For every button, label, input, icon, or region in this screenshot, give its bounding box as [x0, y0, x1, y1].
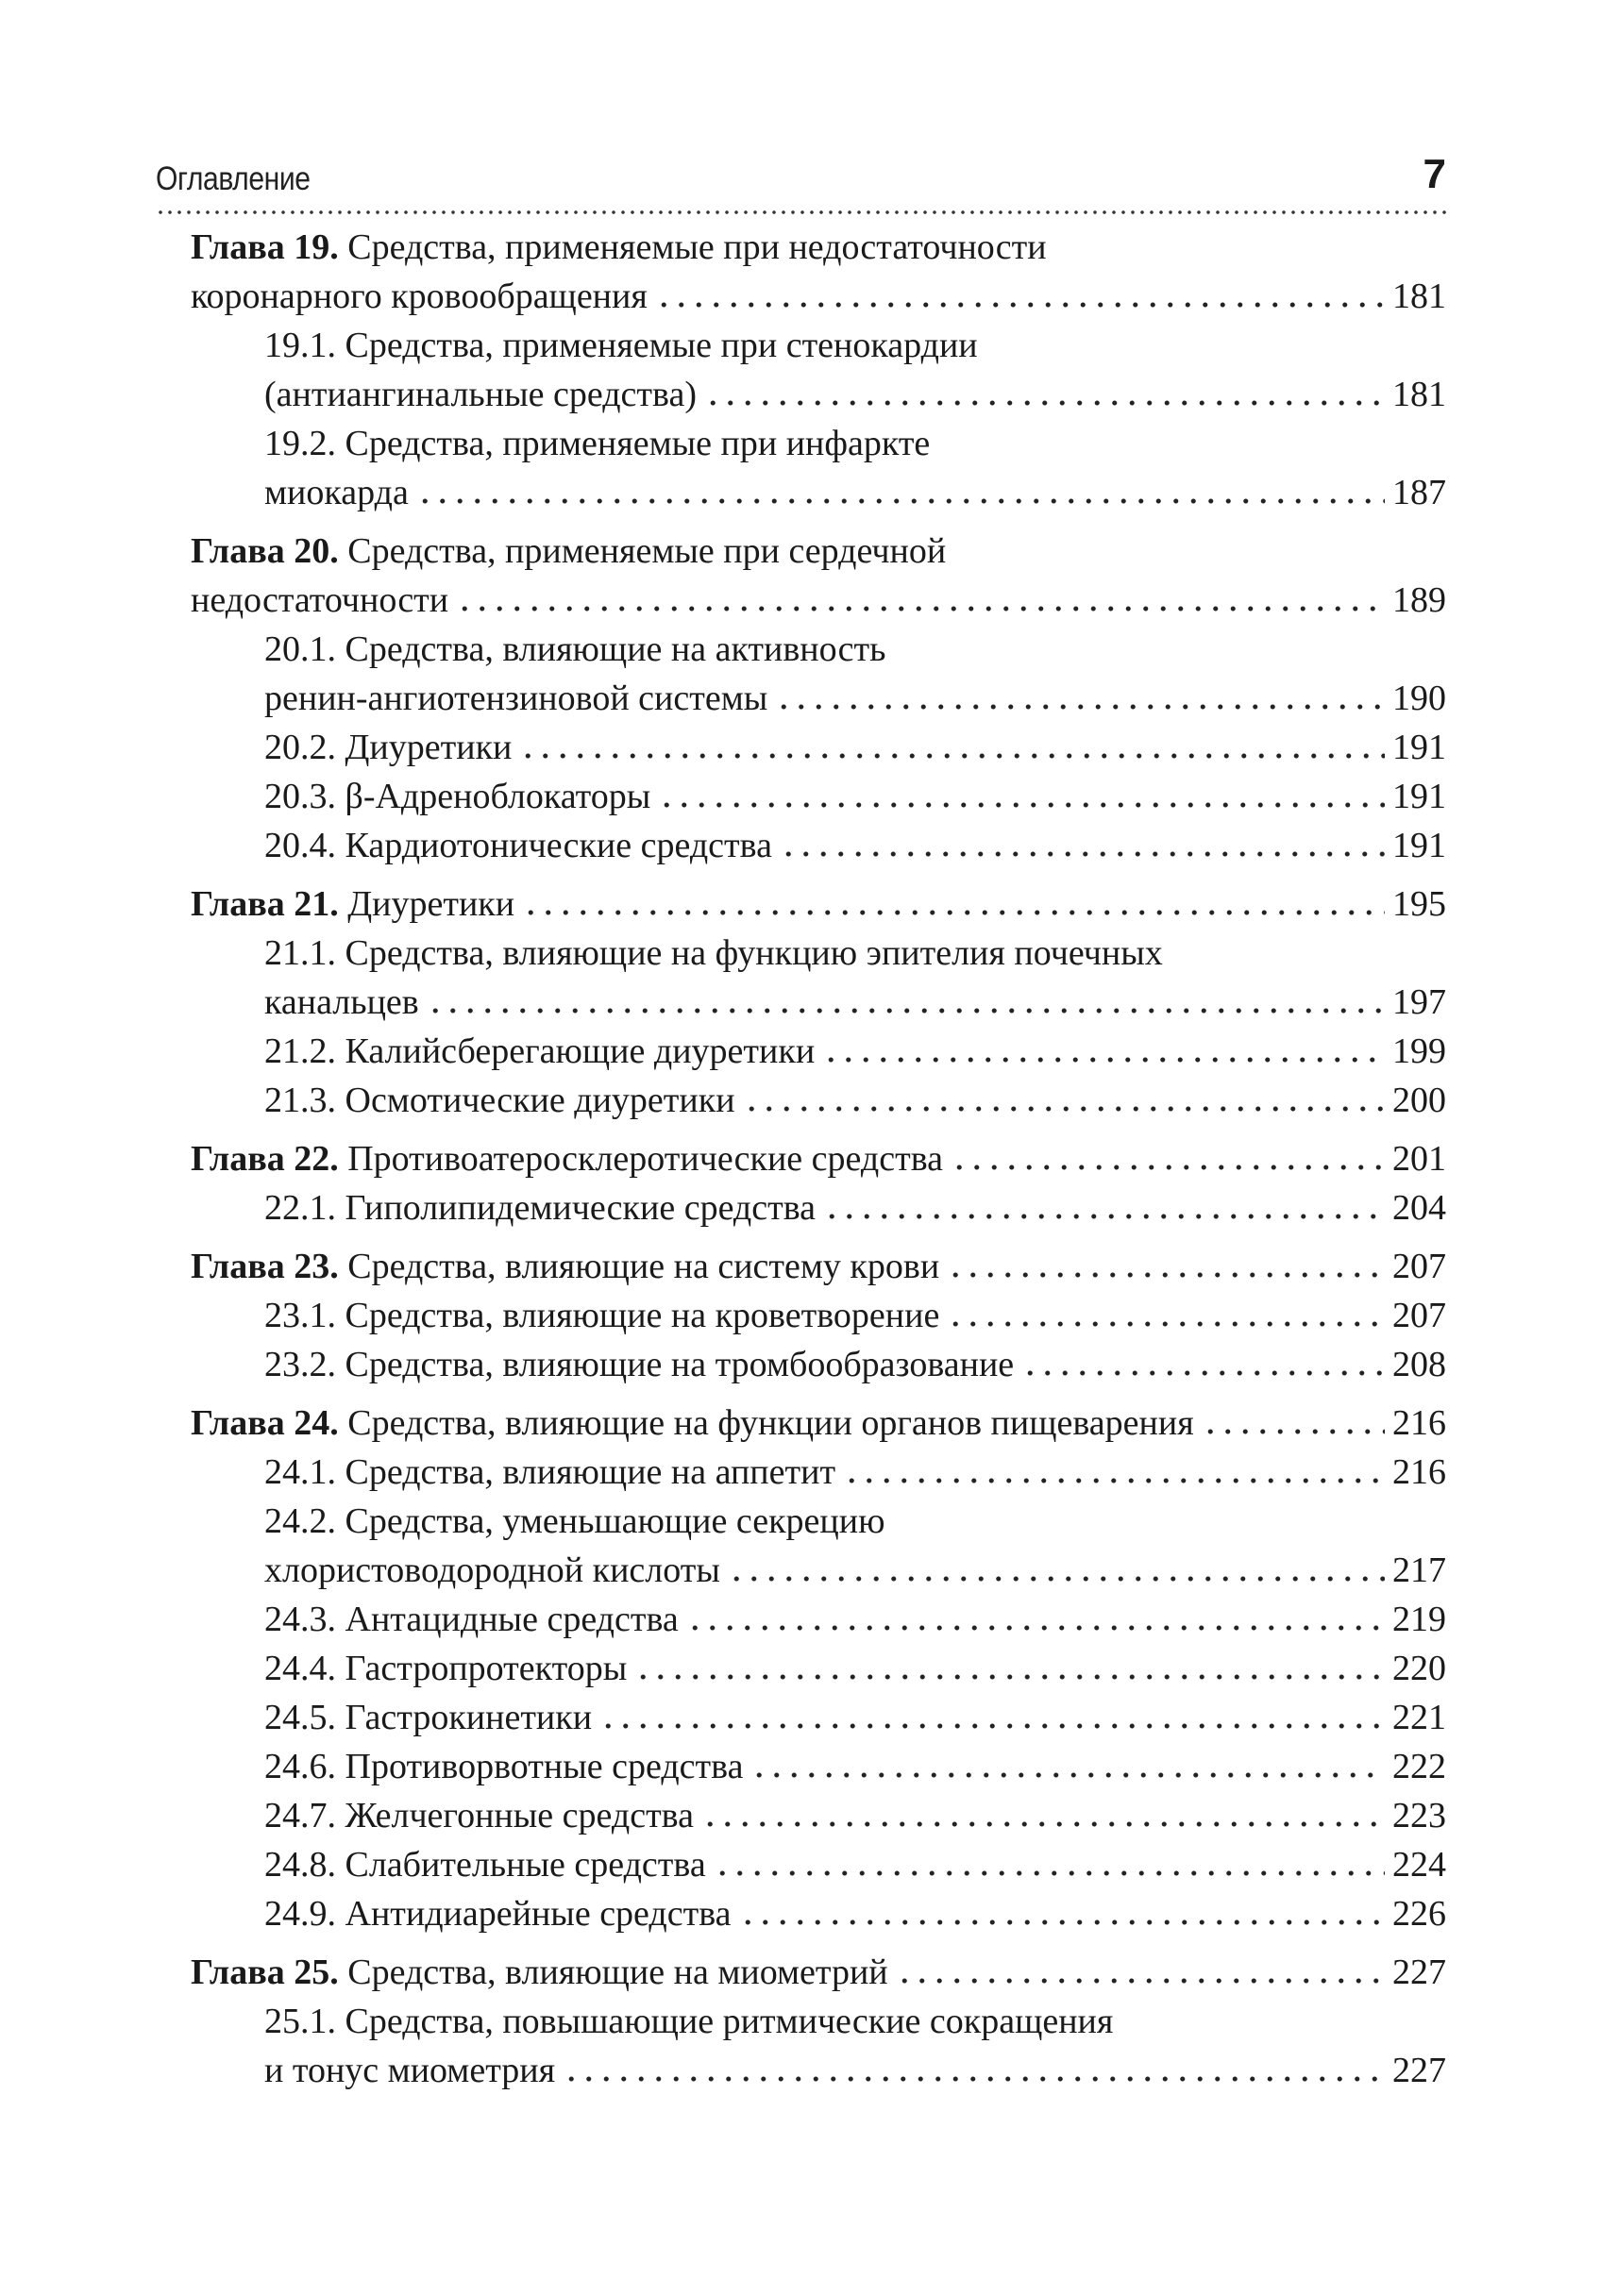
toc-entry-text: [191, 223, 1047, 272]
entry-title: 21.3. Осмотические диуретики: [264, 1081, 735, 1120]
toc-page-number: 221: [1392, 1698, 1446, 1737]
toc-chapter-line[interactable]: [191, 223, 1446, 272]
entry-title: Средства, влияющие на систему крови: [347, 1247, 940, 1286]
toc-section-line[interactable]: [264, 1291, 1446, 1340]
toc-section-line[interactable]: [264, 772, 1446, 821]
toc-page-number: 204: [1392, 1188, 1446, 1228]
toc-entry-text: [191, 1134, 943, 1183]
entry-title: 24.4. Гастропротекторы: [264, 1649, 628, 1688]
toc-entry-text: [264, 723, 512, 772]
entry-title: Диуретики: [347, 884, 515, 924]
dot-leader: [947, 1270, 1385, 1280]
running-header: [156, 153, 1446, 209]
toc-page-number: 207: [1392, 1296, 1446, 1335]
toc-chapter-line[interactable]: [191, 1948, 1446, 1997]
entry-title: Противоатеросклеротические средства: [347, 1139, 944, 1179]
toc-page-number: 216: [1392, 1452, 1446, 1492]
toc-entry-text: [191, 527, 946, 576]
toc-page-number: 200: [1392, 1081, 1446, 1120]
dot-leader: [655, 300, 1385, 310]
toc-chapter-line[interactable]: [191, 1399, 1446, 1448]
dot-leader: [634, 1672, 1385, 1682]
toc-section-line[interactable]: [264, 1840, 1446, 1889]
dot-leader: [843, 1476, 1385, 1485]
toc-page-number: 191: [1392, 826, 1446, 865]
chapter-label: Глава 24.: [191, 1403, 339, 1443]
entry-title: 24.5. Гастрокинетики: [264, 1698, 593, 1737]
toc-page-number: 195: [1392, 884, 1446, 924]
dot-leader: [563, 2074, 1385, 2084]
toc-section-line[interactable]: [264, 1448, 1446, 1497]
toc-page-number: 216: [1392, 1403, 1446, 1443]
entry-title: 25.1. Средства, повышающие ритмические сокращения: [264, 2002, 1114, 2041]
dot-leader: [1202, 1427, 1385, 1436]
toc-entry-text: [191, 1242, 939, 1291]
entry-title: 24.8. Слабительные средства: [264, 1845, 706, 1885]
toc-entry-text: [264, 1997, 1113, 2046]
dot-leader: [739, 1918, 1385, 1927]
toc-entry-text: [264, 978, 419, 1027]
dot-leader: [951, 1163, 1385, 1172]
entry-title: 23.2. Средства, влияющие на тромбообразование: [264, 1345, 1015, 1384]
toc-entry-text: [264, 1693, 592, 1742]
toc-entry-text: [264, 1076, 735, 1125]
toc-section-line[interactable]: [264, 468, 1446, 517]
toc-section-line[interactable]: [264, 1997, 1446, 2046]
toc-entry-text: [264, 929, 1163, 978]
toc-entry-text: [264, 2046, 555, 2095]
entry-title: Средства, применяемые при недостаточности: [347, 227, 1047, 267]
entry-title: 20.3. β-Адреноблокаторы: [264, 777, 651, 816]
page-number: 7: [1423, 151, 1446, 197]
toc-section-line[interactable]: [264, 321, 1446, 370]
toc-section-line[interactable]: [264, 370, 1446, 419]
toc-entry-text: [264, 625, 885, 674]
dot-leader: [822, 1055, 1385, 1064]
toc-section-line[interactable]: [264, 1027, 1446, 1076]
chapter-label: Глава 22.: [191, 1139, 339, 1179]
entry-title: Средства, применяемые при сердечной: [347, 531, 947, 571]
toc-section-line[interactable]: [264, 1742, 1446, 1791]
toc-section-line[interactable]: [264, 1183, 1446, 1232]
toc-chapter-line[interactable]: [191, 576, 1446, 625]
toc-page-number: 189: [1392, 580, 1446, 620]
entry-title: 20.2. Диуретики: [264, 728, 513, 767]
toc-page-number: 219: [1392, 1600, 1446, 1639]
toc-section-line[interactable]: [264, 1340, 1446, 1389]
toc-entry-text: [264, 1595, 679, 1644]
chapter-label: Глава 19.: [191, 227, 339, 267]
header-dotted-rule: [156, 209, 1446, 215]
dot-leader: [456, 604, 1385, 613]
toc-section-line[interactable]: [264, 1497, 1446, 1546]
toc-section-line[interactable]: [264, 1791, 1446, 1840]
toc-page-number: 220: [1392, 1649, 1446, 1688]
toc-entry-text: [191, 880, 514, 929]
toc-entry-text: [264, 1742, 743, 1791]
dot-leader: [896, 1976, 1385, 1986]
entry-title: 24.6. Противорвотные средства: [264, 1747, 744, 1786]
toc-page-number: 181: [1392, 277, 1446, 316]
toc-section-line[interactable]: [264, 978, 1446, 1027]
dot-leader: [1021, 1368, 1385, 1378]
dot-leader: [780, 849, 1385, 859]
entry-title: 21.2. Калийсберегающие диуретики: [264, 1031, 816, 1071]
dot-leader: [522, 908, 1385, 917]
toc-entry-text: [264, 370, 697, 419]
toc-entry-text: [264, 821, 772, 870]
dot-leader: [704, 398, 1385, 408]
toc-section-line[interactable]: [264, 929, 1446, 978]
toc-chapter-line[interactable]: [191, 880, 1446, 929]
toc-page-number: 227: [1392, 1952, 1446, 1992]
toc-page-number: 191: [1392, 728, 1446, 767]
entry-title: 24.3. Антацидные средства: [264, 1600, 679, 1639]
dot-leader: [728, 1574, 1385, 1584]
entry-title: хлористоводородной кислоты: [264, 1550, 720, 1590]
toc-entry-text: [264, 1183, 816, 1232]
dot-leader: [750, 1770, 1385, 1780]
toc-chapter-line[interactable]: [191, 527, 1446, 576]
dot-leader: [599, 1721, 1385, 1731]
toc-page-number: 223: [1392, 1796, 1446, 1835]
entry-title: Средства, влияющие на функции органов пищеварения: [347, 1403, 1194, 1443]
entry-title: и тонус миометрия: [264, 2051, 556, 2090]
entry-title: ренин-ангиотензиновой системы: [264, 679, 768, 718]
toc-section-line[interactable]: [264, 821, 1446, 870]
entry-title: (антиангинальные средства): [264, 375, 697, 414]
toc-section-line[interactable]: [264, 674, 1446, 723]
chapter-label: Глава 21.: [191, 884, 339, 924]
toc-entry-text: [264, 1340, 1014, 1389]
toc-section-line[interactable]: [264, 1644, 1446, 1693]
dot-leader: [701, 1819, 1385, 1829]
entry-title: 24.2. Средства, уменьшающие секрецию: [264, 1501, 885, 1541]
toc-entry-text: [191, 272, 648, 321]
entry-title: миокарда: [264, 473, 409, 512]
toc-section-line[interactable]: [264, 723, 1446, 772]
toc-entry-text: [264, 772, 650, 821]
toc-page-number: 190: [1392, 679, 1446, 718]
toc-entry-text: [264, 1497, 884, 1546]
toc-entry-text: [264, 1448, 835, 1497]
toc-section-line[interactable]: [264, 2046, 1446, 2095]
toc-chapter-line[interactable]: [191, 1242, 1446, 1291]
toc-section-line[interactable]: [264, 1889, 1446, 1938]
toc-entry-text: [191, 1948, 888, 1997]
toc-entry-text: [264, 1027, 815, 1076]
toc-page-number: 208: [1392, 1345, 1446, 1384]
toc-entry-text: [264, 419, 930, 468]
entry-title: недостаточности: [191, 580, 449, 620]
toc-page-number: 197: [1392, 982, 1446, 1022]
entry-title: коронарного кровообращения: [191, 277, 648, 316]
toc-section-line[interactable]: [264, 1595, 1446, 1644]
dot-leader: [658, 800, 1385, 810]
entry-title: 19.1. Средства, применяемые при стенокардии: [264, 326, 978, 365]
running-head-title: Оглавление: [156, 160, 311, 197]
chapter-label: Глава 23.: [191, 1247, 339, 1286]
entry-title: 23.1. Средства, влияющие на кроветворение: [264, 1296, 940, 1335]
toc-page-number: 226: [1392, 1894, 1446, 1934]
toc-page-number: 181: [1392, 375, 1446, 414]
toc-page-number: 199: [1392, 1031, 1446, 1071]
toc-section-line[interactable]: [264, 1693, 1446, 1742]
toc-entry-text: [264, 1791, 694, 1840]
entry-title: 20.1. Средства, влияющие на активность: [264, 629, 886, 669]
toc-entry-text: [264, 674, 767, 723]
dot-leader: [519, 751, 1385, 761]
toc-page-number: 222: [1392, 1747, 1446, 1786]
toc-chapter-line[interactable]: [191, 272, 1446, 321]
toc-page-number: 217: [1392, 1550, 1446, 1590]
entry-title: 24.9. Антидиарейные средства: [264, 1894, 732, 1934]
dot-leader: [775, 702, 1385, 712]
entry-title: Средства, влияющие на миометрий: [347, 1952, 888, 1992]
toc-section-line[interactable]: [264, 625, 1446, 674]
dot-leader: [714, 1869, 1385, 1878]
dot-leader: [823, 1212, 1385, 1221]
dot-leader: [686, 1623, 1385, 1633]
toc-page-number: 227: [1392, 2051, 1446, 2090]
toc-entry-text: [191, 576, 448, 625]
chapter-label: Глава 20.: [191, 531, 339, 571]
toc-entry-text: [264, 1644, 627, 1693]
toc-page-number: 224: [1392, 1845, 1446, 1885]
toc-entry-text: [264, 1889, 732, 1938]
toc-page-number: 191: [1392, 777, 1446, 816]
toc-chapter-line[interactable]: [191, 1134, 1446, 1183]
dot-leader: [947, 1319, 1385, 1329]
toc-section-line[interactable]: [264, 1546, 1446, 1595]
toc-entry-text: [264, 1840, 706, 1889]
dot-leader: [743, 1104, 1385, 1114]
toc-page-number: 187: [1392, 473, 1446, 512]
toc-entry-text: [264, 468, 409, 517]
toc-entry-text: [264, 321, 978, 370]
chapter-label: Глава 25.: [191, 1952, 339, 1992]
entry-title: 19.2. Средства, применяемые при инфаркте: [264, 424, 931, 463]
toc-entry-text: [264, 1291, 939, 1340]
entry-title: 24.1. Средства, влияющие на аппетит: [264, 1452, 836, 1492]
entry-title: 21.1. Средства, влияющие на функцию эпителия почечных: [264, 933, 1163, 973]
toc-section-line[interactable]: [264, 419, 1446, 468]
toc-page-number: 201: [1392, 1139, 1446, 1179]
toc-page-number: 207: [1392, 1247, 1446, 1286]
entry-title: 20.4. Кардиотонические средства: [264, 826, 772, 865]
toc-section-line[interactable]: [264, 1076, 1446, 1125]
toc-entry-text: [191, 1399, 1194, 1448]
dot-leader: [416, 496, 1385, 506]
entry-title: 24.7. Желчегонные средства: [264, 1796, 694, 1835]
entry-title: 22.1. Гиполипидемические средства: [264, 1188, 817, 1228]
toc-entry-text: [264, 1546, 720, 1595]
entry-title: канальцев: [264, 982, 419, 1022]
dot-leader: [427, 1006, 1385, 1015]
